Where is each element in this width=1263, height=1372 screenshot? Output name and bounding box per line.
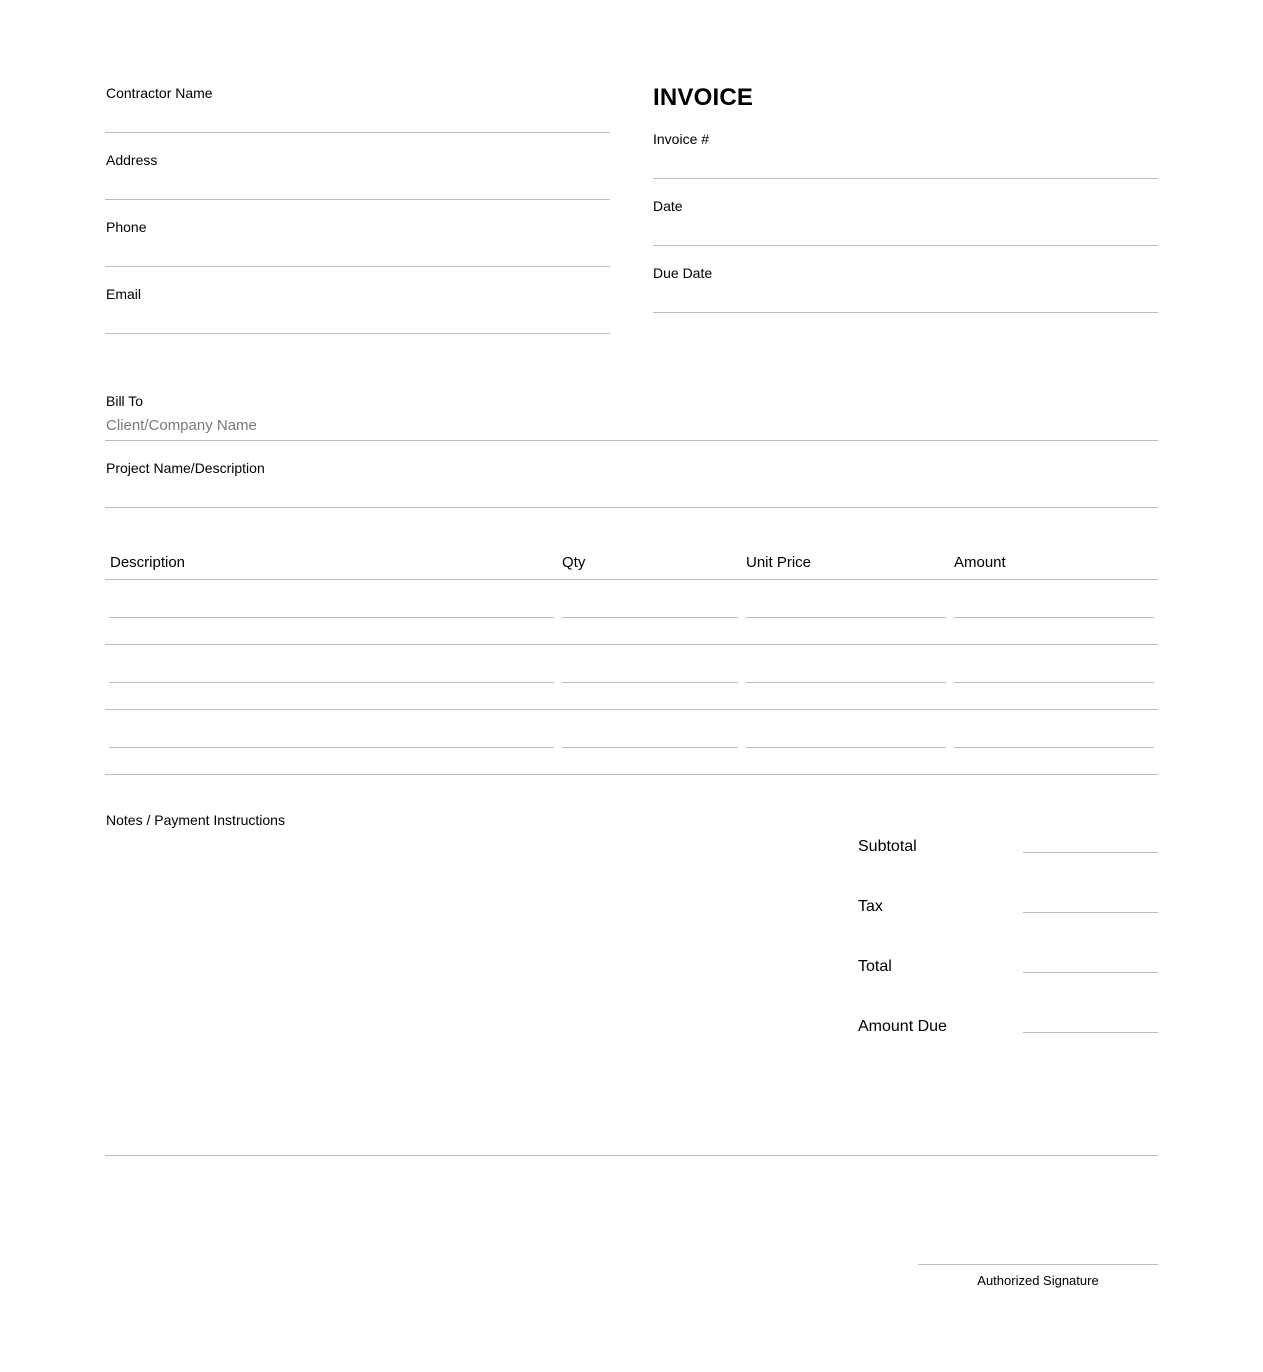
phone-field[interactable] [105,237,610,266]
notes-bottom-rule [105,1155,1158,1156]
invoice-title: INVOICE [653,84,754,111]
invoice-number-rule [653,178,1158,179]
row-1-unit-price-rule [746,617,946,618]
project-field[interactable] [105,478,1158,507]
email-field[interactable] [105,304,610,333]
email-rule [105,333,610,334]
contractor-name-label: Contractor Name [106,85,213,101]
row-1-description-input[interactable] [109,590,554,617]
row-2-divider [105,709,1158,710]
row-1-qty-rule [562,617,738,618]
bill-to-client-input[interactable]: Client/Company Name [106,417,257,434]
tax-label: Tax [858,898,883,915]
row-2-amount-rule [954,682,1154,683]
row-1-amount-input[interactable] [954,590,1154,617]
row-3-divider [105,774,1158,775]
date-label: Date [653,198,683,214]
date-rule [653,245,1158,246]
row-3-qty-input[interactable] [562,720,738,747]
invoice-number-field[interactable] [653,149,1158,178]
header-rule [105,579,1158,580]
row-1-description-rule [109,617,554,618]
notes-textarea[interactable] [105,832,825,1152]
tax-rule [1023,912,1158,913]
amount-due-field[interactable] [1023,1008,1158,1032]
total-rule [1023,972,1158,973]
due-date-rule [653,312,1158,313]
row-2-description-rule [109,682,554,683]
row-3-amount-rule [954,747,1154,748]
amount-due-label: Amount Due [858,1018,947,1035]
row-2-description-input[interactable] [109,655,554,682]
amount-due-rule [1023,1032,1158,1033]
row-3-unit-price-rule [746,747,946,748]
contractor-name-field[interactable] [105,103,610,132]
contractor-name-rule [105,132,610,133]
column-header-qty: Qty [562,554,586,571]
phone-label: Phone [106,219,147,235]
row-2-unit-price-rule [746,682,946,683]
row-1-qty-input[interactable] [562,590,738,617]
signature-field[interactable] [918,1224,1158,1264]
notes-label: Notes / Payment Instructions [106,812,285,828]
signature-rule [918,1264,1158,1265]
signature-label: Authorized Signature [977,1273,1099,1288]
bill-to-rule [105,440,1158,441]
row-3-unit-price-input[interactable] [746,720,946,747]
project-rule [105,507,1158,508]
row-2-qty-rule [562,682,738,683]
row-2-amount-input[interactable] [954,655,1154,682]
phone-rule [105,266,610,267]
column-header-amount: Amount [954,554,1006,571]
row-1-divider [105,644,1158,645]
total-label: Total [858,958,892,975]
row-2-qty-input[interactable] [562,655,738,682]
row-1-unit-price-input[interactable] [746,590,946,617]
date-field[interactable] [653,216,1158,245]
address-rule [105,199,610,200]
subtotal-label: Subtotal [858,838,917,855]
subtotal-field[interactable] [1023,828,1158,852]
subtotal-rule [1023,852,1158,853]
invoice-number-label: Invoice # [653,131,710,147]
due-date-field[interactable] [653,283,1158,312]
project-label: Project Name/Description [106,460,265,476]
tax-field[interactable] [1023,888,1158,912]
address-label: Address [106,152,158,168]
row-1-amount-rule [954,617,1154,618]
address-field[interactable] [105,170,610,199]
column-header-unit-price: Unit Price [746,554,812,571]
email-label: Email [106,286,142,302]
due-date-label: Due Date [653,265,713,281]
row-3-qty-rule [562,747,738,748]
row-3-description-rule [109,747,554,748]
row-3-amount-input[interactable] [954,720,1154,747]
bill-to-label: Bill To [106,393,144,409]
total-field[interactable] [1023,948,1158,972]
row-3-description-input[interactable] [109,720,554,747]
row-2-unit-price-input[interactable] [746,655,946,682]
column-header-description: Description [110,554,186,571]
